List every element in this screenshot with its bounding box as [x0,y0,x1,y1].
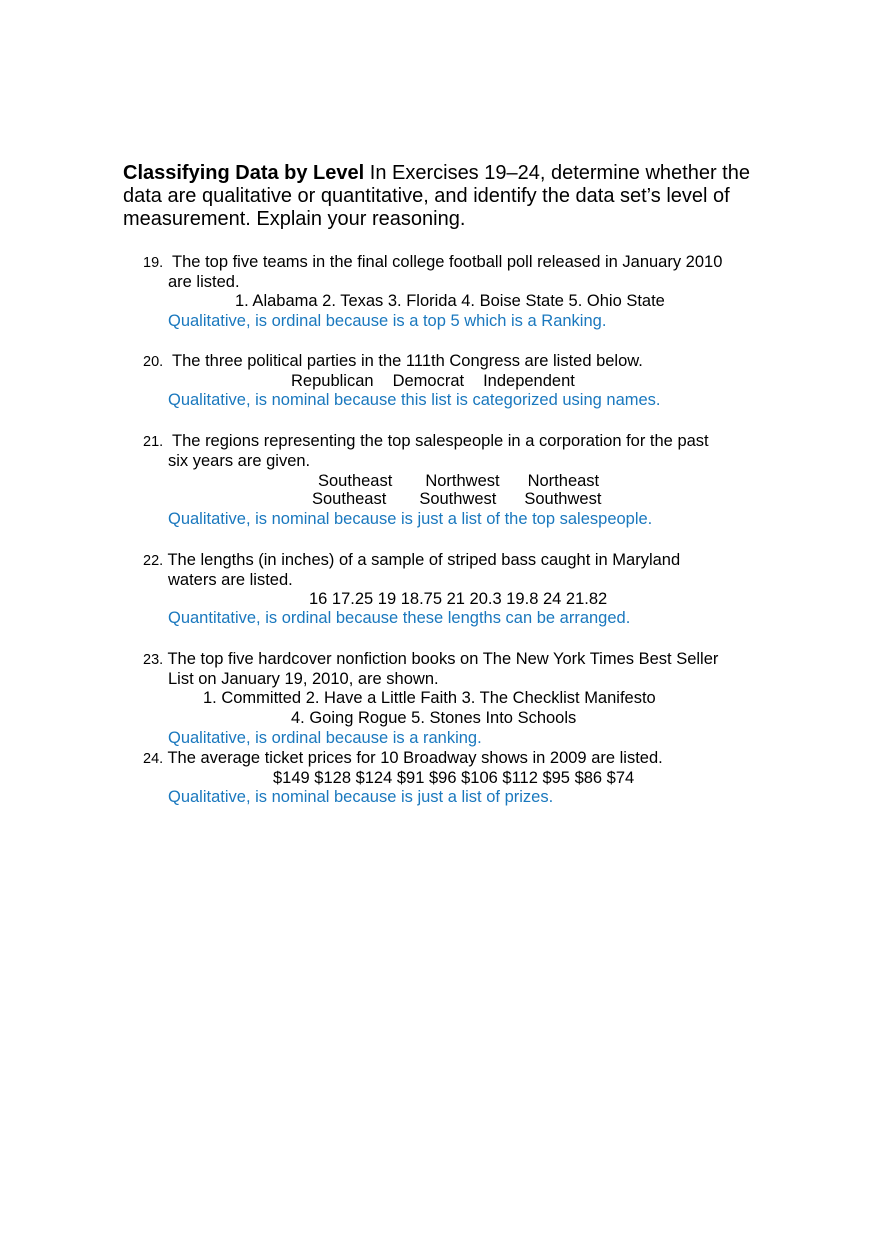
exercise-22-text1: The lengths (in inches) of a sample of striped bass caught in Maryland [167,551,681,569]
exercise-24-line1 [143,748,663,769]
region-cell: Northwest [425,472,500,490]
exercise-20-text1: The three political parties in the 111th Congress are listed below. [172,352,643,370]
exercise-19-line1 [143,252,722,273]
heading-text: In Exercises 19–24, determine whether the data are qualitative or quantitative, and identify the data set’s level of measurement. Explain your reasoning. [123,162,750,230]
exercise-23-text1: The top five hardcover nonfiction books on The New York Times Best Seller [167,650,719,668]
party-democrat: Democrat [392,372,465,390]
exercise-21-number: 21. [143,434,164,450]
exercise-22-number: 22. [143,553,164,569]
exercise-23-answer: Qualitative, is ordinal because is a ranking. [168,729,482,747]
exercise-23-line2: List on January 19, 2010, are shown. [168,670,439,688]
exercise-23-line1 [143,649,718,670]
exercise-20-answer: Qualitative, is nominal because this list is categorized using names. [168,391,661,409]
exercise-22-line1 [143,550,680,571]
exercise-21-row2 [312,489,601,509]
exercise-21-answer: Qualitative, is nominal because is just a list of the top salespeople. [168,510,653,528]
region-cell: Northeast [527,472,600,490]
heading-bold: Classifying Data by Level [123,162,365,184]
exercise-19-number: 19. [143,255,164,271]
exercise-24-number: 24. [143,751,164,767]
exercise-20-line1 [143,351,643,372]
exercise-24-text1: The average ticket prices for 10 Broadway shows in 2009 are listed. [167,749,663,767]
exercise-23-data2: 4. Going Rogue 5. Stones Into Schools [291,709,577,727]
exercise-24-answer: Qualitative, is nominal because is just a list of prizes. [168,788,554,806]
exercise-21-text1: The regions representing the top salespeople in a corporation for the past [172,432,709,450]
exercise-22-line2: waters are listed. [168,571,293,589]
exercise-19-text1: The top five teams in the final college football poll released in January 2010 [172,253,723,271]
region-cell: Southeast [312,490,387,508]
exercise-23-number: 23. [143,652,164,668]
exercise-21-row1 [318,471,599,491]
region-cell: Southeast [318,472,393,490]
exercise-21-line2: six years are given. [168,452,311,470]
region-cell: Southwest [524,490,602,508]
section-heading [123,162,773,231]
exercise-22-answer: Quantitative, is ordinal because these lengths can be arranged. [168,609,631,627]
exercise-19-line2: are listed. [168,273,240,291]
exercise-21-line1 [143,431,709,452]
party-republican: Republican [291,372,374,390]
exercise-19-data: 1. Alabama 2. Texas 3. Florida 4. Boise State 5. Ohio State [235,292,665,310]
exercise-19-answer: Qualitative, is ordinal because is a top 5 which is a Ranking. [168,312,607,330]
party-independent: Independent [483,372,575,390]
exercise-20-data [291,371,575,391]
exercise-24-data: $149 $128 $124 $91 $96 $106 $112 $95 $86 $74 [273,769,635,787]
exercise-20-number: 20. [143,354,164,370]
region-cell: Southwest [419,490,497,508]
exercise-23-data1: 1. Committed 2. Have a Little Faith 3. The Checklist Manifesto [203,689,656,707]
exercise-22-data: 16 17.25 19 18.75 21 20.3 19.8 24 21.82 [309,590,608,608]
